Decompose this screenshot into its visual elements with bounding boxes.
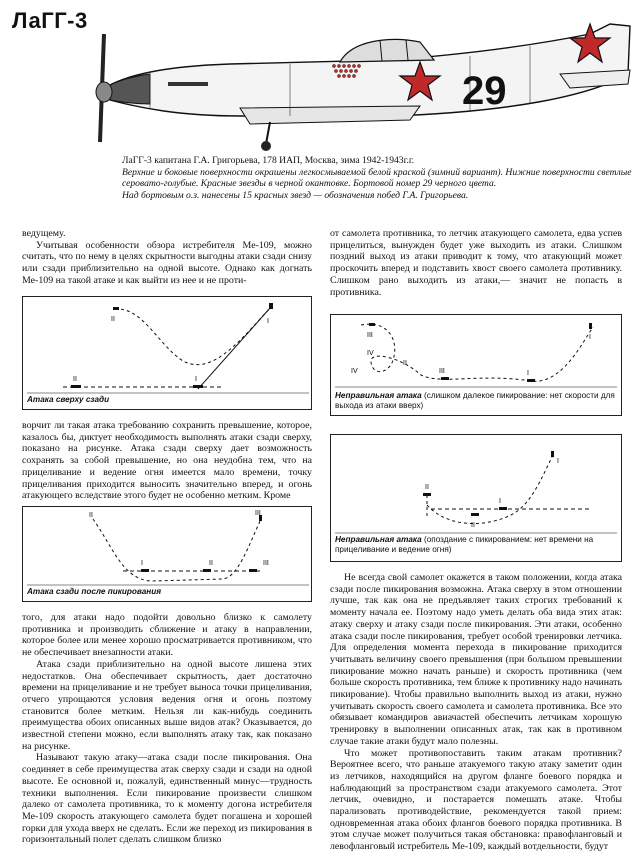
tail-number: 29 [462,69,507,113]
figure-caption-rest: (слишком далекое пикирование: нет скорости для выхода из атаки вверх) [335,391,615,410]
figure-caption-bold: Неправильная атака [335,535,422,544]
svg-text:I: I [499,498,501,505]
caption-line-1: ЛаГГ-3 капитана Г.А. Григорьева, 178 ИАП, Москва, зима 1942-1943г.г. [122,155,415,166]
svg-text:II: II [209,560,213,567]
figure-attack-after-dive [22,506,312,602]
paragraph: Что может противопоставить таким атакам противник? Вероятнее всего, что раньше атакуемого такую атаку заметит один из летчиков, находящийся на другом фланге боевого порядка и наблюдающий за пространством сзади атакуемого самолета. Этот летчик, очевидно, и постарается помешать атаке. Чтобы парализовать противодействие, рекомендуется такой прием: одновременная атака обоих флангов боевого порядка противника. В этом случае может получиться такая обстановка: правофланговый и левофланговый истребитель Ме-109, каждый вотдельности, будут [330,747,622,853]
paragraph: ведущему. [22,228,66,239]
page-title: ЛаГГ-3 [12,8,88,33]
svg-text:III: III [263,560,269,567]
image-caption [122,155,637,201]
paragraph: Называют такую атаку—атака сзади после пикирования. Она соединяет в себе преимущества атак сверху сзади и сзади на одной высоте. Ее основной и, пожалуй, единственный минус—трудность техники выполнения. Если пикирование произвести слишком далеко от самолета противника, то к моменту догона истребителя Ме-109 скорость атакующего самолета будет погашена и хорошей горки для ухода вверх не сделать. Если же переход из пикирования в горизонтальный полет сделать слишком близко [22,752,312,846]
figure-caption: Атака сверху сзади [27,395,110,404]
right-text-block-1 [330,228,622,298]
svg-text:I: I [195,376,197,383]
figure-caption-rest: (опоздание с пикированием: нет времени на прицеливание и ведение огня) [335,535,594,554]
svg-text:III: III [367,332,373,339]
svg-text:I: I [267,318,269,325]
svg-text:I: I [141,560,143,567]
figure-caption [335,535,617,555]
caption-line-3: Над бортовым о.з. нанесены 15 красных звезд — обозначения побед Г.А. Григорьева. [122,189,469,201]
svg-text:I: I [527,370,529,377]
svg-text:II: II [111,316,115,323]
svg-text:III: III [255,510,261,517]
svg-text:III: III [439,368,445,375]
paragraph: Не всегда свой самолет окажется в таком положении, когда атака сзади после пикирования возможна. Атака сверху в этом отношении лучше, так как она не предъявляет таких строгих требований к моменту начала ее. Поэтому надо уметь делать оба вида этих атак: атаку сверху и атаку сзади после пикирования. Эти атаки, особенно атака сзади после пикирования, требует особой тренировки летчика. Для определения момента перехода в пикирование приходится учитывать величину своего превышения (при большом превышении пикирование можно начать раньше) и скорость противника (чем больше скорость противника, тем ближе к противнику надо начинать пикирование). Чтобы правильно выполнить выход из атаки, нужно учитывать скорость своего самолета и самолета противника. Все это обязывает командиров авиачастей обеспечить летчикам хорошую тренировку в выполнении описанных атак, так как в противном случае такие атаки будут мало полезны. [330,572,622,747]
paragraph: от самолета противника, то летчик атакующего самолета, едва успев прицелиться, вынужден будет уже выходить из атаки. Слишком поздний выход из атаки приводит к тому, что атакующий может проскочить вперед и подставить хвост своего самолета противнику. Слишком рано выходить из атаки,— значит не попасть в противника. [330,228,622,298]
paragraph: Атака сзади приблизительно на одной высоте лишена этих недостатков. Она обеспечивает скрытность, дает достаточно времени на прицеливание и не требует выноса точки прицеливания, отчего упрощаются условия ведения огня и огонь позтому становится более метким. Нельзя ли как-нибудь соединить преимущества обоих описанных выше видов атак? Оказывается, до известной степени можно, если выполнять атаку так, как показано на рисунке. [22,658,312,752]
diagram-attack-above-behind [23,297,311,409]
svg-text:II: II [425,484,429,491]
svg-text:IV: IV [351,368,358,375]
left-text-block-2 [22,420,312,502]
svg-text:I: I [557,458,559,465]
svg-text:II: II [471,522,475,529]
svg-text:I: I [589,334,591,341]
svg-text:IV: IV [367,350,374,357]
figure-attack-above-behind [22,296,312,410]
left-text-block-1 [22,228,312,287]
left-text-block-3 [22,612,312,846]
paragraph: Учитывая особенности обзора истребителя Ме-109, можно считать, что по нему в целях скрытности выгодны атаки сзади снизу или сзади приблизительно на одной высоте. Однако как догнать Ме-109 на такой атаке и как выйти из нее и не проти- [22,239,312,286]
figure-caption-bold: Неправильная атака [335,391,422,400]
svg-text:II: II [89,512,93,519]
paragraph: того, для атаки надо подойти довольно близко к самолету противника и производить сближение и атаку в направлении, которое более или менее хорошо просматривается противником, что не обеспечивает внезапности атаки. [22,612,312,659]
figure-caption [335,391,617,411]
paragraph: ворчит ли такая атака требованию сохранить превышение, которое, казалось бы, диктует необходимость выполнять атаки сзади сверху, показано на рисунке. Атака сзади сверху дает возможность сохранять за собой превышение, но она неудобна тем, что на прицеливание и ведение огня имеется мало времени, точку прицеливания приходится выносить значительно вперед, и огонь атакующего вследствие этого будет не особенно метким. Кроме [22,420,312,502]
caption-line-2: Верхние и боковые поверхности окрашены легкосмываемой белой краской (зимний вариант). Нижние поверхности светлые серовато-голубые. Красные звезды в черной окантовке. Бортовой номер 29 черного цвета. [122,166,632,189]
figure-wrong-attack-early-dive [330,314,622,416]
figure-wrong-attack-late-dive [330,434,622,562]
svg-text:II: II [403,360,407,367]
aircraft-illustration [90,4,638,152]
svg-text:II: II [73,376,77,383]
figure-caption: Атака сзади после пикирования [27,587,162,596]
right-text-block-2 [330,572,622,853]
